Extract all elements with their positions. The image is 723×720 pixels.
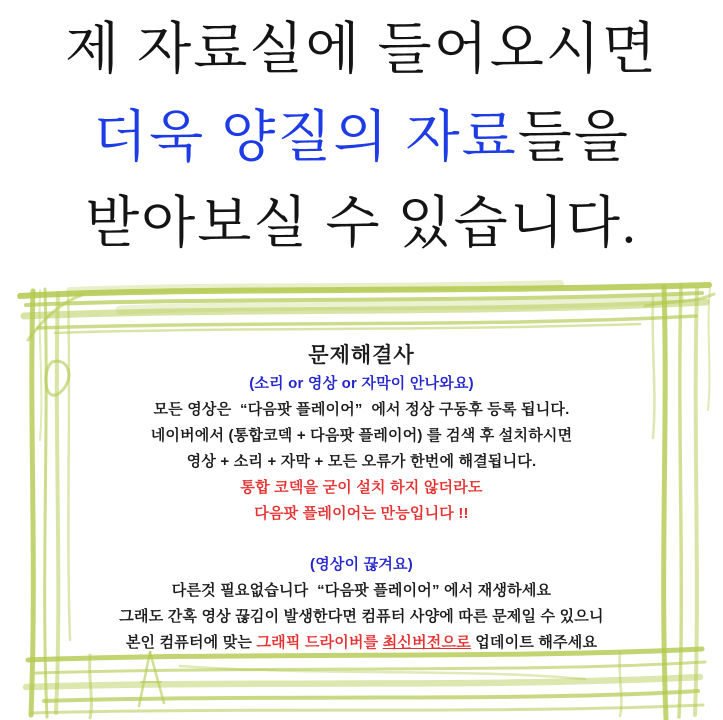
- box-title: 문제해결사: [308, 344, 415, 367]
- hero-line-3: 받아보실 수 있습니다.: [85, 193, 638, 255]
- troubleshooting-box: [22, 341, 701, 656]
- section1-line-2: 네이버에서 (통합코덱 + 다음팟 플레이어) 를 검색 후 설치하시면: [150, 427, 573, 444]
- hero-line-2-tail: 들을: [517, 107, 630, 169]
- section1-line-3: 영상 + 소리 + 자막 + 모든 오류가 한번에 해결됩니다.: [186, 453, 537, 470]
- hero-line-2-highlight: 더욱 양질의 자료: [93, 107, 518, 169]
- last-line-red: 그래픽 드라이버를: [256, 634, 383, 651]
- last-line-red-underlined: 최신버전으로: [382, 634, 471, 651]
- section1-line-1: 모든 영상은 “다음팟 플레이어” 에서 정상 구동후 등록 됩니다.: [153, 401, 570, 418]
- section1-warning-2: 다음팟 플레이어는 만능입니다 !!: [254, 505, 469, 522]
- section-gap: [22, 527, 701, 552]
- section1-heading: (소리 or 영상 or 자막이 안나와요): [249, 375, 474, 392]
- hero-message: [0, 0, 723, 290]
- last-line-prefix: 본인 컴퓨터에 맞는: [125, 634, 257, 651]
- hero-line-2: [0, 106, 723, 170]
- hero-line-1: 제 자료실에 들어오시면: [65, 19, 658, 81]
- section1-warning-1: 통합 코덱을 굳이 설치 하지 않더라도: [240, 479, 483, 496]
- section2-heading: (영상이 끊겨요): [310, 556, 413, 573]
- section2-line-2: 그래도 간혹 영상 끊김이 발생한다면 컴퓨터 사양에 따른 문제일 수 있으니: [119, 608, 604, 625]
- section2-last-line: [22, 630, 701, 656]
- section2-line-1: 다른것 필요없습니다 “다음팟 플레이어” 에서 재생하세요: [171, 582, 552, 599]
- last-line-suffix: 업데이트 해주세요: [470, 634, 598, 651]
